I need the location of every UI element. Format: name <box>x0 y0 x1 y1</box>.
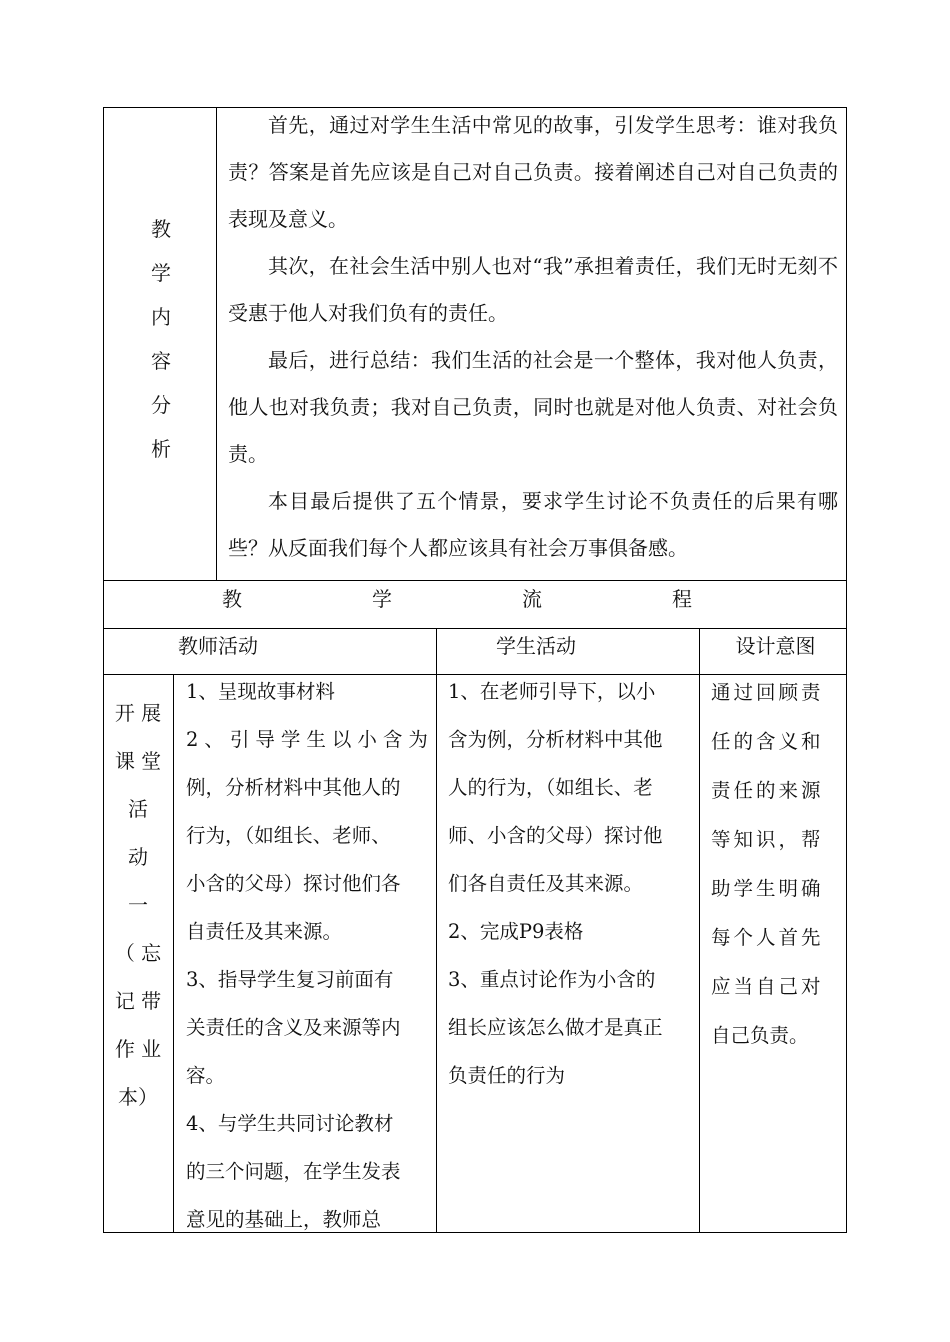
student-activity-line: 组长应该怎么做才是真正 <box>448 1016 663 1039</box>
design-intent-line: 责任的来源 <box>711 779 824 802</box>
analysis-label-char: 容 <box>151 349 171 373</box>
student-activity-line: 1、在老师引导下，以小 <box>448 680 656 703</box>
design-intent-line: 任的含义和 <box>711 730 824 753</box>
teacher-activity-line: 3、指导学生复习前面有 <box>186 968 394 991</box>
student-activity-line: 师、小含的父母）探讨他 <box>448 824 663 847</box>
activity-label-line: 作 业 <box>114 1037 162 1061</box>
design-intent-line: 通过回顾责 <box>711 681 824 704</box>
activity-label-divider <box>173 674 174 1232</box>
flow-title-char: 程 <box>672 587 692 611</box>
student-activity-line: 人的行为，（如组长、老 <box>448 776 653 799</box>
analysis-label-char: 析 <box>151 437 171 461</box>
activity-label-line: （ 忘 <box>114 941 162 965</box>
flow-title-char: 流 <box>522 587 542 611</box>
student-activity-line: 3、重点讨论作为小含的 <box>448 968 656 991</box>
design-intent-line: 助学生明确 <box>711 877 824 900</box>
student-design-divider <box>699 628 700 1232</box>
activity-label-line: 活 <box>128 797 148 821</box>
teacher-student-divider <box>436 628 437 1232</box>
analysis-label-char: 内 <box>151 305 171 329</box>
design-intent-line: 等知识，帮 <box>711 828 824 851</box>
teacher-activity-line: 的三个问题，在学生发表 <box>186 1160 401 1183</box>
activity-label-line: 开 展 <box>114 701 162 725</box>
activity-label-line: 记 带 <box>114 989 162 1013</box>
teacher-activity-line: 意见的基础上，教师总 <box>186 1208 382 1231</box>
student-activity-line: 负责任的行为 <box>448 1064 566 1087</box>
analysis-content <box>228 102 838 572</box>
header-student: 学生活动 <box>496 634 576 658</box>
teacher-activity-line: 自责任及其来源。 <box>186 920 343 943</box>
analysis-paragraph: 最后，进行总结：我们生活的社会是一个整体，我对他人负责，他人也对我负责；我对自己负责，同时也就是对他人负责、对社会负责。 <box>228 348 838 466</box>
analysis-label-char: 分 <box>151 393 171 417</box>
teacher-activity-line: 关责任的含义及来源等内 <box>186 1016 401 1039</box>
flow-title-char: 教 <box>222 587 242 611</box>
student-activity-line: 2、完成P9表格 <box>448 920 584 943</box>
teacher-activity-line: 1、呈现故事材料 <box>186 680 335 703</box>
flow-title-char: 学 <box>372 587 392 611</box>
flow-bottom-border <box>103 628 847 629</box>
analysis-paragraph: 其次，在社会生活中别人也对“我”承担着责任，我们无时无刻不受惠于他人对我们负有的责任。 <box>228 254 838 325</box>
analysis-bottom-border <box>103 580 847 581</box>
teacher-activity-line: 容。 <box>186 1064 226 1087</box>
design-intent-content <box>711 668 839 1060</box>
header-design: 设计意图 <box>735 634 816 658</box>
analysis-paragraph: 首先，通过对学生生活中常见的故事，引发学生思考：谁对我负责？答案是首先应该是自己对自己负责。接着阐述自己对自己负责的表现及意义。 <box>228 113 838 231</box>
design-intent-line: 每个人首先 <box>711 926 824 949</box>
analysis-label-char: 学 <box>151 261 171 285</box>
activity-label-line: 本） <box>118 1085 158 1109</box>
teacher-activity-line: 2、引导学生以小含为 <box>186 728 434 751</box>
student-activity-line: 们各自责任及其来源。 <box>448 872 644 895</box>
activity-label-line: 动 <box>128 845 148 869</box>
teacher-activity-content <box>186 668 434 1244</box>
teacher-activity-line: 4、与学生共同讨论教材 <box>186 1112 394 1135</box>
student-activity-line: 含为例，分析材料中其他 <box>448 728 663 751</box>
analysis-divider <box>216 107 217 580</box>
design-intent-line: 自己负责。 <box>711 1024 809 1047</box>
flow-title <box>222 584 692 614</box>
design-intent-line: 应当自己对 <box>711 975 824 998</box>
teacher-activity-line: 行为，（如组长、老师、 <box>186 824 391 847</box>
analysis-label <box>140 207 182 471</box>
analysis-paragraph: 本目最后提供了五个情景，要求学生讨论不负责任的后果有哪些？从反面我们每个人都应该具有社会万事俱备感。 <box>228 489 838 560</box>
analysis-label-char: 教 <box>151 217 171 241</box>
activity-label <box>106 689 170 1121</box>
student-activity-content <box>448 668 696 1100</box>
header-teacher: 教师活动 <box>178 634 258 658</box>
activity-label-line: 一 <box>128 893 148 917</box>
teacher-activity-line: 例，分析材料中其他人的 <box>186 776 401 799</box>
teacher-activity-line: 小含的父母）探讨他们各 <box>186 872 401 895</box>
activity-label-line: 课 堂 <box>114 749 162 773</box>
table-border-right <box>846 107 847 1233</box>
table-border-left <box>103 107 104 1233</box>
